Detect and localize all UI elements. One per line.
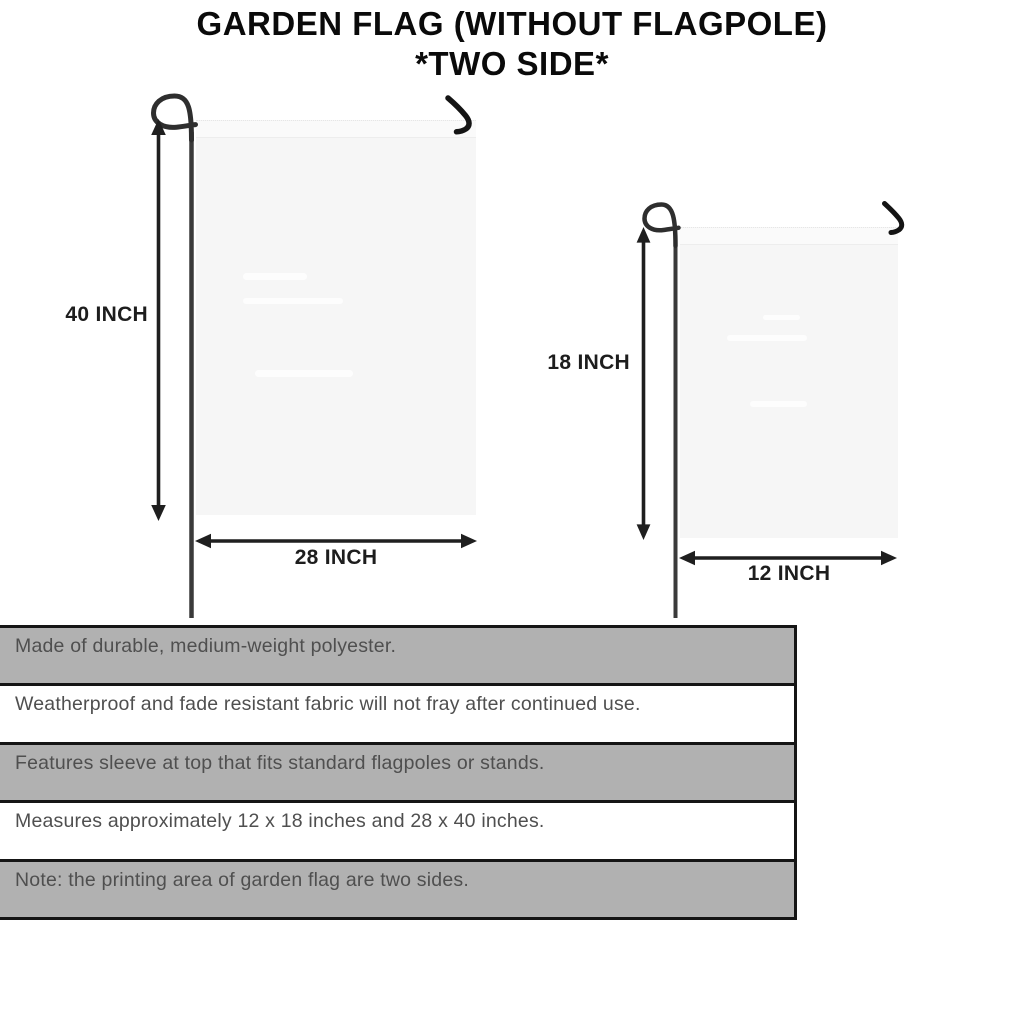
large-flag-width-label: 28 INCH bbox=[294, 546, 378, 569]
small-flagpole bbox=[645, 205, 679, 619]
flagpole-hook-icon bbox=[448, 98, 469, 132]
flagpole-loop-icon bbox=[645, 205, 679, 247]
feature-row: Features sleeve at top that fits standard flagpoles or stands. bbox=[0, 745, 794, 803]
feature-row: Note: the printing area of garden flag are two sides. bbox=[0, 862, 794, 917]
feature-row: Measures approximately 12 x 18 inches and 28 x 40 inches. bbox=[0, 803, 794, 861]
large-flag-height-label: 40 INCH bbox=[65, 303, 148, 326]
feature-row: Weatherproof and fade resistant fabric will not fray after continued use. bbox=[0, 686, 794, 744]
feature-row: Made of durable, medium-weight polyester. bbox=[0, 628, 794, 686]
title-line-1: GARDEN FLAG (WITHOUT FLAGPOLE) bbox=[196, 5, 828, 42]
small-flag-height-label: 18 INCH bbox=[547, 351, 630, 374]
large-height-dimension-arrow-icon bbox=[151, 119, 166, 521]
flagpole-hook-icon bbox=[885, 204, 902, 233]
small-height-dimension-arrow-icon bbox=[637, 227, 651, 540]
small-flag-width-label: 12 INCH bbox=[747, 562, 831, 585]
feature-table bbox=[0, 625, 797, 920]
title-line-2: *TWO SIDE* bbox=[415, 45, 609, 82]
